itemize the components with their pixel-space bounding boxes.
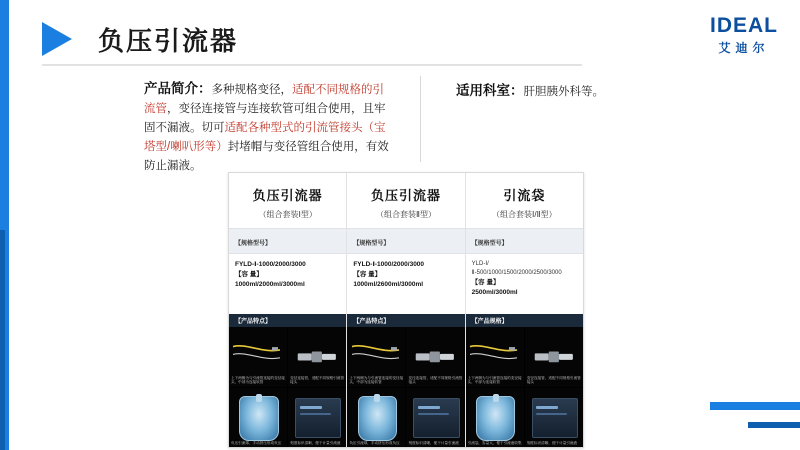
product-band: 【产品特点】 bbox=[347, 314, 464, 327]
spec-line: 【容 量】 bbox=[471, 279, 500, 286]
bag-illustration bbox=[358, 396, 397, 441]
spec-line: 1000ml/2600ml/3000ml bbox=[353, 280, 424, 288]
photo-caption: 上下两侧为与引流管连接的变径接头，中部为连接软管 bbox=[349, 375, 404, 385]
spec-body bbox=[347, 254, 464, 314]
left-accent-bar-lower bbox=[0, 230, 5, 450]
bottom-right-accent bbox=[710, 402, 800, 410]
drainage-bag-photo bbox=[466, 388, 524, 448]
photo-caption: 上下两侧为与引流管连接的变径接头，中部为连接软管 bbox=[467, 375, 522, 385]
play-triangle-icon bbox=[42, 22, 72, 56]
spec-line: 2500ml/3000ml bbox=[471, 288, 518, 296]
column-title: 引流袋 bbox=[503, 188, 546, 203]
column-header bbox=[466, 173, 583, 228]
connector-photo bbox=[525, 327, 583, 387]
intro-highlight-1: 适配不同规格的引流管 bbox=[144, 84, 384, 116]
tube-illustration bbox=[351, 342, 401, 365]
spec-line: FYLD-Ⅰ-1000/2000/3000 bbox=[235, 261, 306, 268]
department-value: 肝胆胰外科等。 bbox=[523, 86, 604, 98]
product-comparison-table bbox=[228, 172, 584, 448]
product-intro bbox=[144, 78, 394, 176]
bottom-right-accent-secondary bbox=[748, 422, 800, 428]
connector-photo bbox=[406, 327, 464, 387]
photo-caption: 变径连接管，适配不同规格引流管接头 bbox=[408, 375, 463, 385]
column-subtitle: （组合套装Ⅰ/Ⅱ型） bbox=[492, 210, 557, 219]
scale-illustration bbox=[295, 398, 341, 438]
bag-illustration bbox=[476, 396, 515, 441]
intro-divider bbox=[420, 76, 421, 162]
spec-band bbox=[229, 228, 346, 254]
photo-caption: 上下两侧为与引流管连接的变径接头，中部为连接软管 bbox=[231, 375, 285, 385]
connector-photo bbox=[288, 327, 346, 387]
tube-illustration bbox=[469, 342, 519, 365]
connector-illustration bbox=[294, 345, 341, 369]
spec-band-label: 【规格型号】 bbox=[353, 241, 390, 247]
logo-sub-text: 艾迪尔 bbox=[718, 41, 770, 55]
spec-line: FYLD-Ⅰ-1000/2000/3000 bbox=[353, 261, 425, 268]
photo-caption: 引流袋，容量大，便于引流液收集 bbox=[467, 440, 522, 445]
page-header bbox=[0, 0, 800, 70]
intro-text-3: 封堵帽与变径管组合使用，有效防止漏液。 bbox=[144, 141, 389, 173]
intro-label: 产品简介： bbox=[144, 81, 212, 96]
spec-band-label: 【规格型号】 bbox=[235, 241, 272, 247]
column-header bbox=[229, 173, 346, 228]
tube-photo bbox=[347, 327, 405, 387]
table-column bbox=[466, 173, 583, 447]
spec-line: 【容 量】 bbox=[235, 270, 263, 278]
scale-illustration bbox=[413, 398, 459, 438]
measuring-scale-photo bbox=[406, 388, 464, 448]
photo-area bbox=[229, 327, 346, 447]
bag-illustration bbox=[239, 396, 278, 441]
column-title: 负压引流器 bbox=[252, 188, 323, 203]
product-band: 【产品规格】 bbox=[466, 314, 583, 327]
department-label: 适用科室： bbox=[456, 83, 524, 98]
photo-caption: 刻度标识清晰，便于计量引流液 bbox=[290, 440, 341, 445]
drainage-bag-photo bbox=[229, 388, 287, 448]
spec-body bbox=[466, 254, 583, 314]
photo-caption: 负压引流球，手动挤压形成负压 bbox=[231, 440, 282, 445]
spec-line: YLD-Ⅰ/Ⅱ-500/1000/1500/2000/2500/3000 bbox=[471, 261, 562, 276]
tube-illustration bbox=[232, 342, 282, 365]
spec-body bbox=[229, 254, 346, 314]
header-divider bbox=[42, 64, 582, 66]
intro-highlight-2: 适配各种型式的引流管接头（宝塔型/喇叭形等） bbox=[144, 122, 386, 154]
photo-area bbox=[347, 327, 464, 447]
photo-caption: 变径连接管，适配不同规格引流管接头 bbox=[290, 375, 345, 385]
logo-main-text: IDEAL bbox=[710, 14, 778, 37]
connector-illustration bbox=[531, 345, 578, 369]
brand-logo bbox=[710, 14, 778, 56]
spec-line: 1000ml/2000ml/3000ml bbox=[235, 280, 305, 288]
photo-area bbox=[466, 327, 583, 447]
tube-photo bbox=[466, 327, 524, 387]
connector-illustration bbox=[412, 345, 459, 369]
photo-caption: 负压引流球，手动挤压形成负压 bbox=[349, 440, 400, 445]
table-column bbox=[347, 173, 465, 447]
column-title: 负压引流器 bbox=[370, 188, 441, 203]
product-band: 【产品特点】 bbox=[229, 314, 346, 327]
measuring-scale-photo bbox=[525, 388, 583, 448]
department-block bbox=[456, 80, 604, 102]
spec-band bbox=[347, 228, 464, 254]
spec-band bbox=[466, 228, 583, 254]
intro-text-1: 多种规格变径， bbox=[211, 84, 292, 96]
photo-caption: 刻度标识清晰，便于计量引流液 bbox=[526, 440, 578, 445]
column-header bbox=[347, 173, 464, 228]
table-column bbox=[229, 173, 347, 447]
page-title: 负压引流器 bbox=[98, 26, 239, 56]
column-subtitle: （组合套装Ⅱ型） bbox=[376, 210, 436, 219]
measuring-scale-photo bbox=[288, 388, 346, 448]
drainage-bag-photo bbox=[347, 388, 405, 448]
spec-band-label: 【规格型号】 bbox=[471, 241, 508, 247]
spec-line: 【容 量】 bbox=[353, 270, 382, 278]
photo-caption: 刻度标识清晰，便于计量引流液 bbox=[408, 440, 459, 445]
intro-text-2: ，变径连接管与连接软管可组合使用，且牢固不漏液。切可 bbox=[144, 103, 386, 135]
scale-illustration bbox=[532, 398, 578, 438]
tube-photo bbox=[229, 327, 287, 387]
column-subtitle: （组合套装Ⅰ型） bbox=[258, 210, 317, 219]
photo-caption: 变径连接管，适配不同规格引流管接头 bbox=[526, 375, 581, 385]
